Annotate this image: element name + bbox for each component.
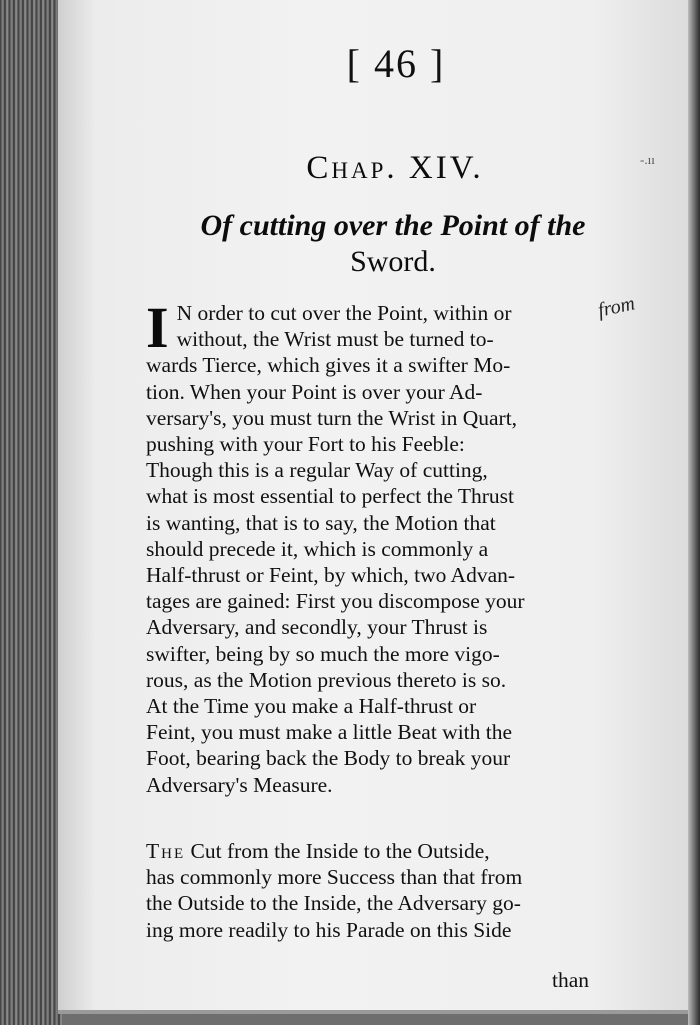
text-line: the Outside to the Inside, the Adversary go- bbox=[146, 891, 521, 916]
drop-cap: I bbox=[146, 295, 169, 360]
handwritten-annotation: from bbox=[596, 292, 637, 322]
page-edge bbox=[688, 0, 700, 1025]
text-line: wards Tierce, which gives it a swifter Mo- bbox=[146, 353, 511, 378]
text-line: N order to cut over the Point, within or bbox=[176, 301, 512, 325]
text-line: without, the Wrist must be turned to- bbox=[176, 327, 494, 352]
book-binding bbox=[0, 0, 62, 1025]
catchword: than bbox=[552, 968, 590, 992]
text-line: has commonly more Success than that from bbox=[146, 865, 523, 890]
text-line: At the Time you make a Half-thrust or bbox=[146, 694, 477, 719]
text-line: Feint, you must make a little Beat with the bbox=[146, 720, 513, 745]
paragraph-1 bbox=[146, 295, 646, 798]
chapter-title bbox=[138, 208, 648, 280]
text-line-rest: Cut from the Inside to the Outside, bbox=[185, 839, 490, 863]
lead-smallcaps: The bbox=[146, 839, 186, 863]
text-line: pushing with your Fort to his Feeble: bbox=[146, 432, 465, 457]
text-line: tages are gained: First you discompose your bbox=[146, 589, 525, 614]
text-line: should precede it, which is commonly a bbox=[146, 536, 489, 561]
chapter-heading: Chap. XIV. bbox=[306, 150, 484, 186]
page-number: [ 46 ] bbox=[346, 41, 446, 86]
text-line: Adversary, and secondly, your Thrust is bbox=[146, 615, 488, 640]
paragraph-2 bbox=[146, 838, 646, 943]
text-line: versary's, you must turn the Wrist in Quart, bbox=[146, 405, 518, 430]
text-line: Though this is a regular Way of cutting, bbox=[146, 458, 488, 483]
text-line: Foot, bearing back the Body to break your bbox=[146, 746, 511, 771]
text-line: what is most essential to perfect the Thrust bbox=[146, 484, 515, 509]
text-line: rous, as the Motion previous thereto is so. bbox=[146, 667, 507, 692]
text-line: Adversary's Measure. bbox=[146, 772, 333, 797]
text-line: ing more readily to his Parade on this Side bbox=[146, 917, 512, 942]
text-line: swifter, being by so much the more vigo- bbox=[146, 641, 500, 666]
text-line: Half-thrust or Feint, by which, two Advan- bbox=[146, 563, 516, 588]
chapter-title-italic: Of cutting over the Point of the bbox=[200, 209, 586, 242]
text-line bbox=[146, 838, 646, 864]
text-line: is wanting, that is to say, the Motion that bbox=[146, 510, 496, 535]
text-line: tion. When your Point is over your Ad- bbox=[146, 379, 483, 404]
stray-mark: -.ıı bbox=[640, 152, 655, 167]
chapter-title-plain: Sword. bbox=[350, 245, 436, 278]
